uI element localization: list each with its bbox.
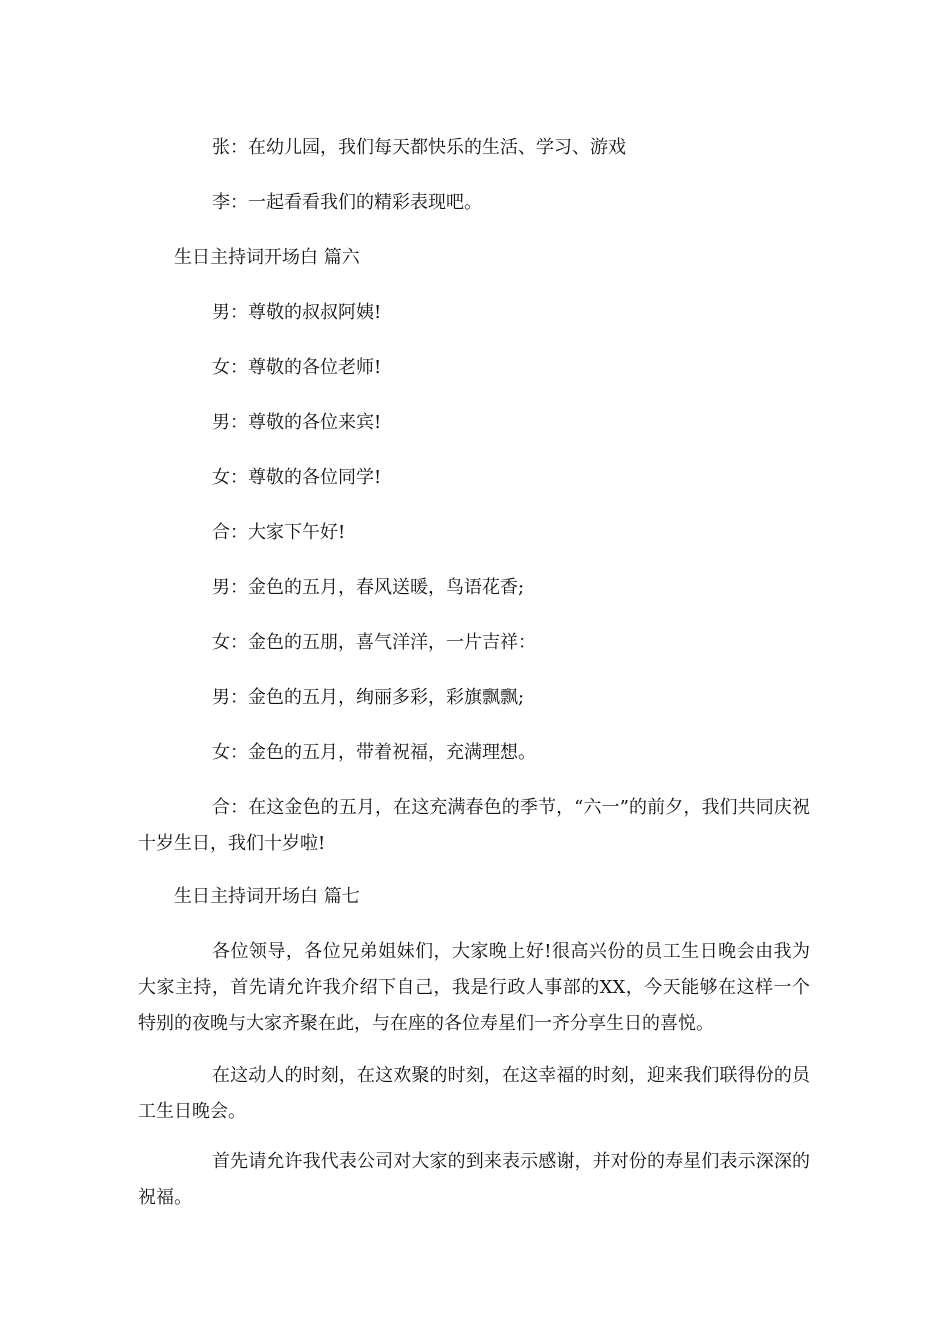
dialogue-line-female-4: 女：金色的五月，带着祝福，充满理想。 — [212, 742, 536, 763]
section-heading-7: 生日主持词开场白 篇七 — [174, 886, 360, 907]
dialogue-line-female-2: 女：尊敬的各位同学! — [212, 467, 382, 488]
dialogue-line-together: 合：大家下午好! — [212, 522, 346, 543]
dialogue-line-li: 李：一起看看我们的精彩表现吧。 — [212, 192, 482, 213]
dialogue-line-zhang: 张：在幼儿园，我们每天都快乐的生活、学习、游戏 — [212, 137, 626, 158]
dialogue-line-male-1: 男：尊敬的叔叔阿姨! — [212, 302, 382, 323]
paragraph-together-closing: 合：在这金色的五月，在这充满春色的季节，“六一”的前夕，我们共同庆祝十岁生日，我们十岁啦! — [138, 797, 810, 854]
dialogue-line-male-2: 男：尊敬的各位来宾! — [212, 412, 382, 433]
paragraph-moment: 在这动人的时刻，在这欢聚的时刻，在这幸福的时刻，迎来我们联得份的员工生日晚会。 — [138, 1065, 810, 1122]
dialogue-line-female-1: 女：尊敬的各位老师! — [212, 357, 382, 378]
section-heading-6: 生日主持词开场白 篇六 — [174, 247, 360, 268]
dialogue-line-male-3: 男：金色的五月，春风送暖，鸟语花香; — [212, 577, 525, 598]
paragraph-thanks: 首先请允许我代表公司对大家的到来表示感谢，并对份的寿星们表示深深的祝福。 — [138, 1151, 810, 1208]
paragraph-opening-greeting: 各位领导，各位兄弟姐妹们，大家晚上好!很高兴份的员工生日晚会由我为大家主持，首先请允许我介绍下自己，我是行政人事部的XX，今天能够在这样一个特别的夜晚与大家齐聚在此，与在座的各位寿星们一齐分享生日的喜悦。 — [138, 941, 810, 1034]
dialogue-line-female-3: 女：金色的五朋，喜气洋洋，一片吉祥： — [212, 632, 536, 653]
dialogue-line-male-4: 男：金色的五月，绚丽多彩，彩旗飘飘; — [212, 687, 525, 708]
